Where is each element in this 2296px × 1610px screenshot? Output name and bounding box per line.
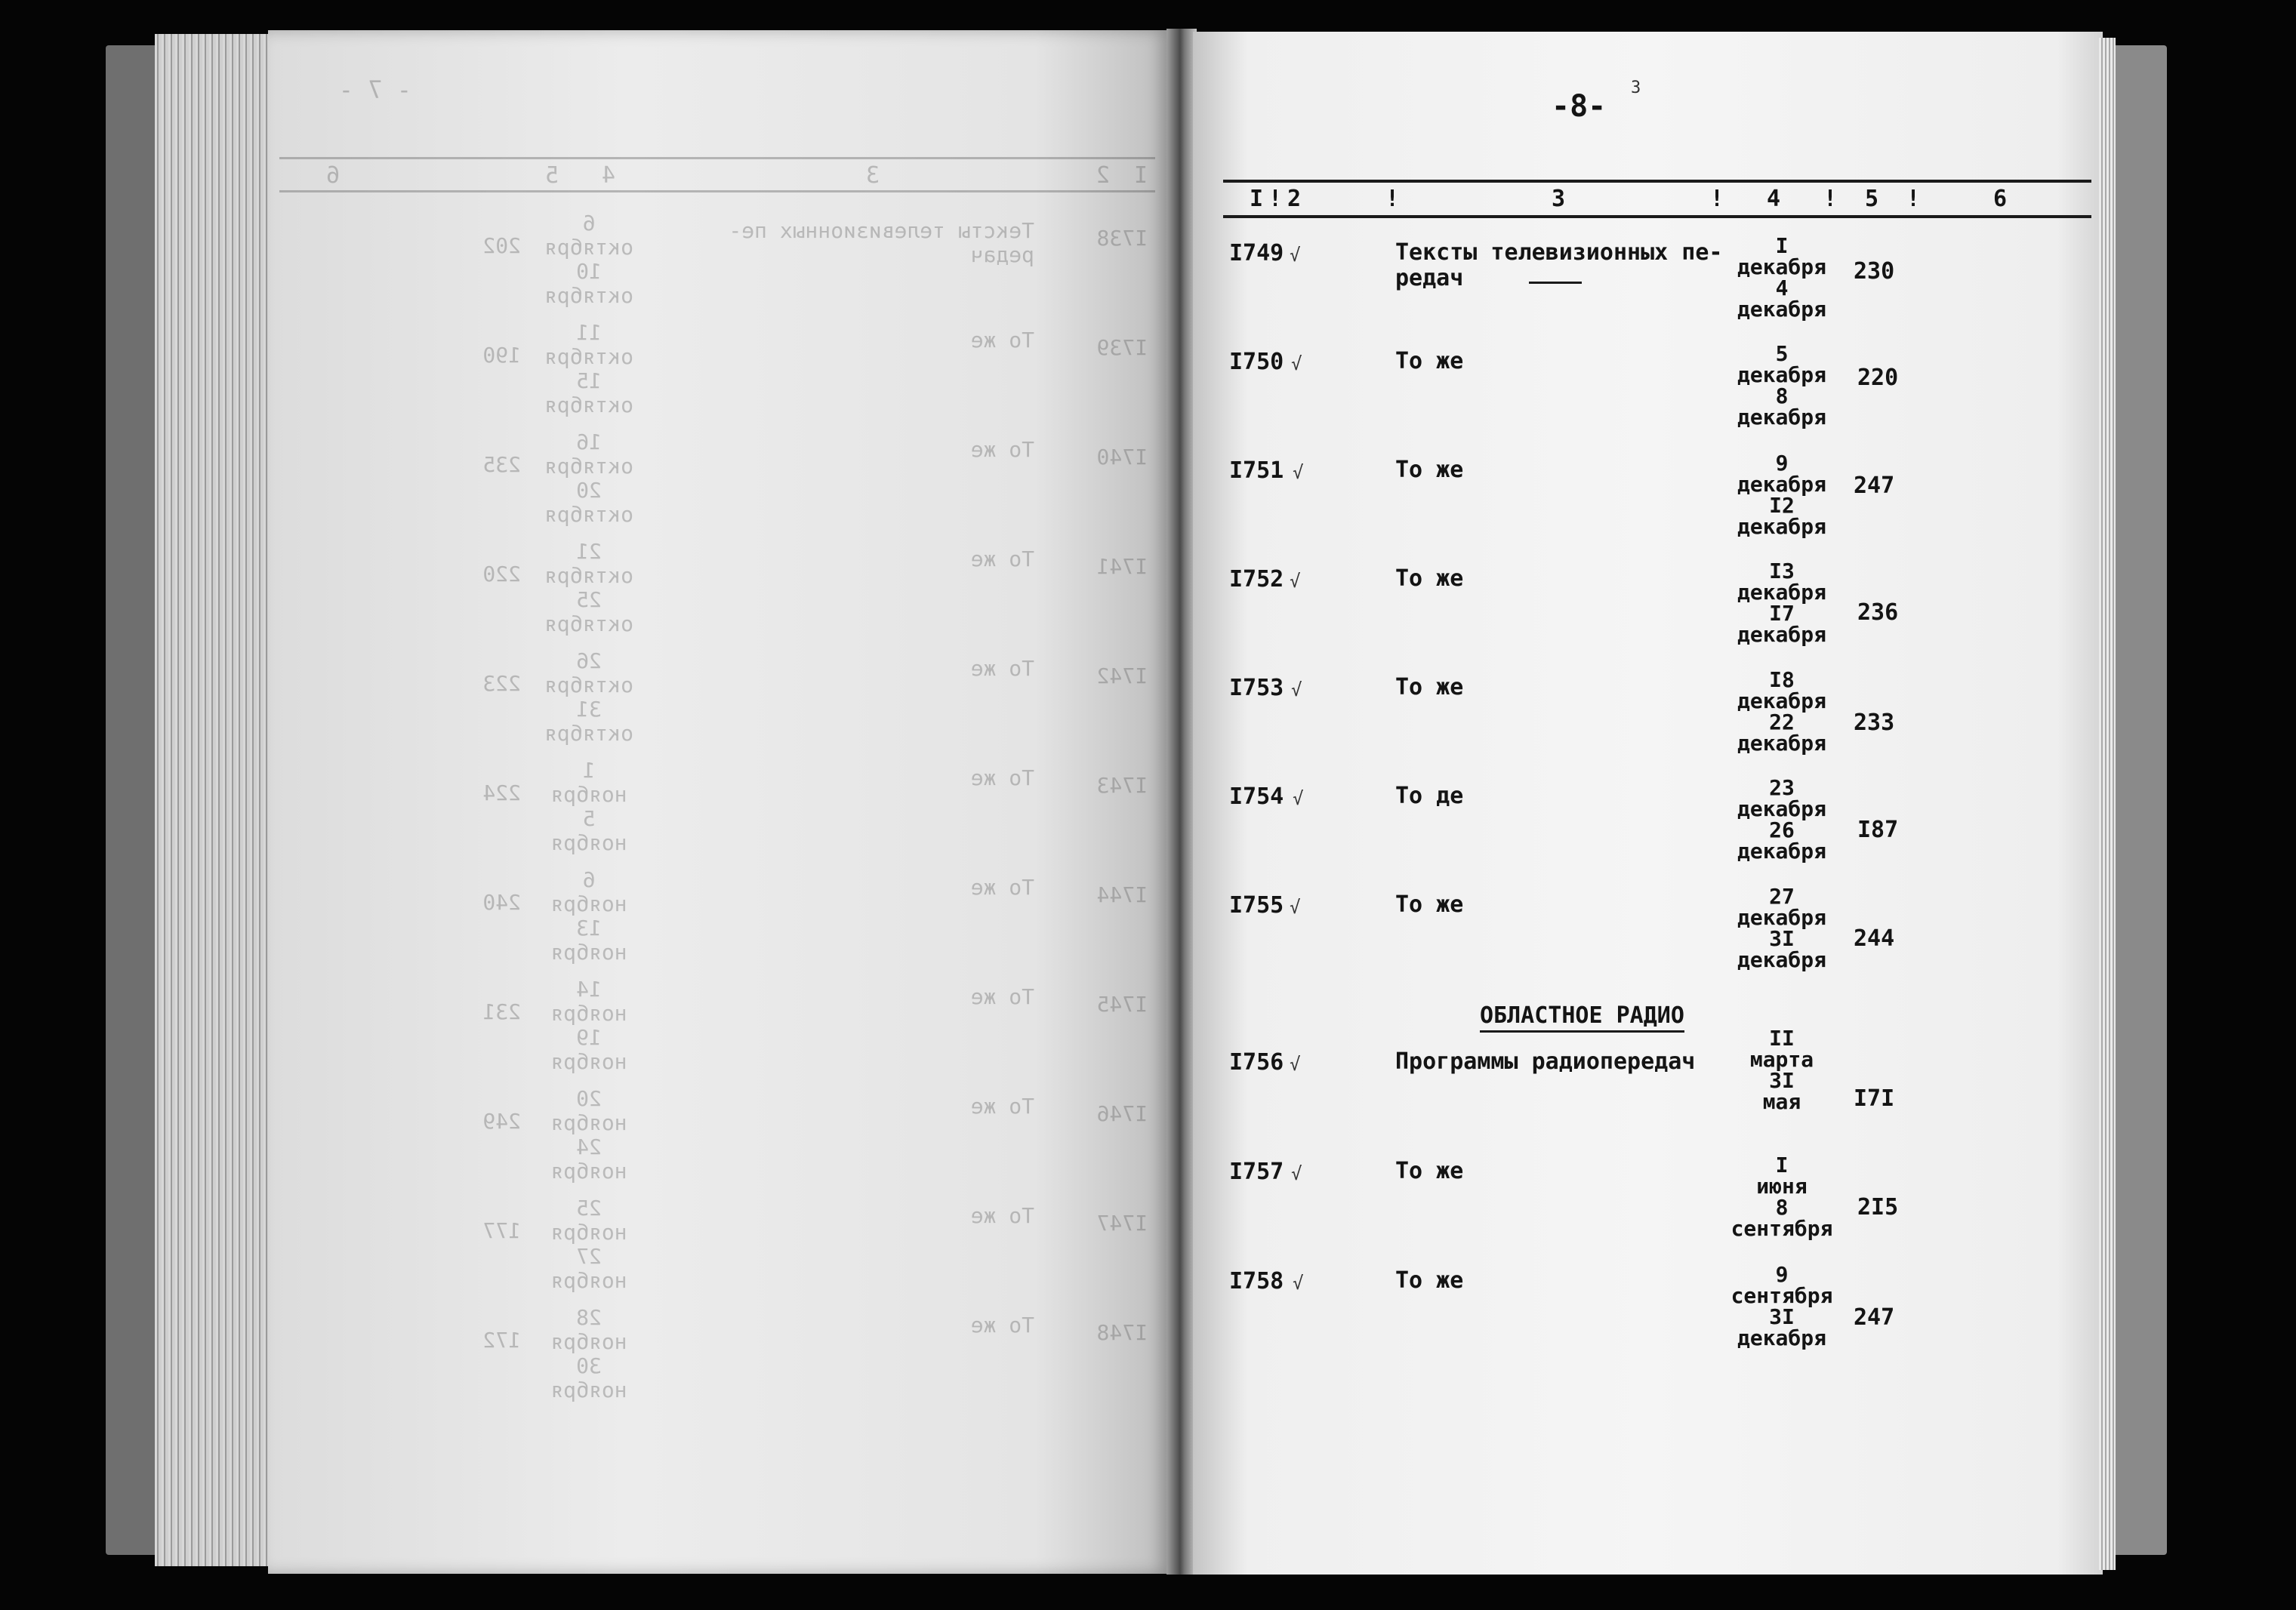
- row-title: [1395, 783, 1463, 809]
- row-title-line-1: То же: [1395, 348, 1464, 374]
- date-end-month: сентября: [1730, 1216, 1833, 1241]
- ghost-date-part: ноября: [550, 1001, 627, 1026]
- ghost-sheet-count: 240: [482, 890, 521, 915]
- sheet-count: 247: [1854, 1304, 1895, 1331]
- ghost-row-number: I748: [1096, 1320, 1148, 1345]
- date-end-day: I7: [1769, 601, 1795, 626]
- row-number: I757: [1229, 1159, 1284, 1185]
- date-start-month: декабря: [1737, 472, 1826, 497]
- left-col-header-6: 6: [325, 162, 340, 189]
- row-number: I758: [1229, 1268, 1284, 1294]
- date-end-month: декабря: [1737, 297, 1826, 322]
- date-range: [1729, 343, 1835, 428]
- sheet-count: 236: [1857, 599, 1899, 626]
- ghost-date-part: 24: [576, 1134, 602, 1159]
- sheet-count: I87: [1857, 817, 1899, 843]
- row-title-line-1: То же: [1395, 674, 1464, 700]
- date-start-day: 5: [1775, 341, 1789, 366]
- date-start-month: декабря: [1737, 580, 1826, 605]
- row-title-line-1: То же: [1395, 1267, 1464, 1294]
- ghost-row-number: I747: [1096, 1211, 1148, 1236]
- page-number: -8-: [1552, 89, 1607, 124]
- ghost-sheet-count: 172: [482, 1328, 521, 1353]
- date-end-month: мая: [1762, 1089, 1801, 1114]
- ghost-row-title: То же: [970, 1313, 1034, 1338]
- ghost-date-part: 20: [576, 1086, 602, 1111]
- row-title: [1395, 892, 1463, 918]
- ghost-date-part: октября: [544, 454, 634, 479]
- ghost-sheet-count: 177: [482, 1218, 521, 1243]
- ghost-sheet-count: 220: [482, 562, 521, 586]
- date-start-day: 9: [1775, 451, 1789, 476]
- ghost-date-part: 30: [576, 1353, 602, 1378]
- ghost-sheet-count: 190: [482, 343, 521, 368]
- date-start-day: I8: [1769, 667, 1795, 692]
- ghost-date-part: ноября: [550, 1268, 627, 1293]
- ghost-sheet-count: 223: [482, 671, 521, 696]
- ghost-row-title: То же: [970, 765, 1034, 790]
- row-title: [1395, 457, 1463, 483]
- sheet-count: 220: [1857, 365, 1899, 391]
- ghost-row-number: I743: [1096, 773, 1148, 798]
- ghost-date-part: ноября: [550, 782, 627, 807]
- date-start-month: декабря: [1737, 796, 1826, 821]
- ghost-date-part: октября: [544, 673, 634, 697]
- check-mark-icon: √: [1291, 679, 1302, 700]
- ghost-date-part: 28: [576, 1305, 602, 1330]
- header-rule-bottom: [1223, 215, 2091, 218]
- left-col-header-1: I: [1133, 162, 1148, 189]
- ghost-date-part: 1: [582, 758, 596, 783]
- ghost-date-part: октября: [544, 392, 634, 417]
- date-range: [1729, 453, 1835, 537]
- date-end-day: 3I: [1769, 926, 1795, 951]
- page-pencil-mark: 3: [1631, 78, 1641, 97]
- date-range: [1729, 561, 1835, 645]
- ghost-date-part: 6: [582, 867, 596, 892]
- date-start-day: I3: [1769, 559, 1795, 583]
- check-mark-icon: √: [1290, 571, 1301, 592]
- ghost-date-part: 6: [582, 211, 596, 235]
- ghost-date-part: ноября: [550, 1378, 627, 1402]
- col-header-2: 2: [1287, 186, 1302, 212]
- date-range: [1729, 235, 1835, 320]
- check-mark-icon: √: [1293, 462, 1304, 483]
- ghost-row-title: То же: [970, 1203, 1034, 1228]
- row-number: I755: [1229, 892, 1284, 919]
- date-start-month: декабря: [1737, 254, 1826, 279]
- ghost-date-part: ноября: [550, 830, 627, 855]
- row-title-line-1: То де: [1395, 783, 1464, 809]
- ghost-date-part: октября: [544, 563, 634, 588]
- ghost-date-part: 25: [576, 1196, 602, 1221]
- col-header-3: 3: [1552, 186, 1566, 212]
- sheet-count: 230: [1854, 258, 1895, 285]
- ghost-sheet-count: 235: [482, 452, 521, 477]
- date-start-month: июня: [1756, 1174, 1808, 1199]
- check-mark-icon: √: [1291, 1163, 1302, 1184]
- date-end-day: I2: [1769, 493, 1795, 518]
- header-rule-top: [1223, 180, 2091, 183]
- date-range: [1729, 1264, 1835, 1349]
- check-mark-icon: √: [1290, 245, 1301, 266]
- date-range: [1729, 1155, 1835, 1239]
- ghost-row-title: То же: [970, 546, 1034, 571]
- check-mark-icon: √: [1291, 353, 1302, 374]
- sheet-count: 244: [1854, 925, 1895, 952]
- col-header-4: 4: [1767, 186, 1781, 212]
- row-title: [1395, 1268, 1463, 1294]
- ghost-date-part: ноября: [550, 940, 627, 965]
- row-title-line-1: Программы радиопередач: [1395, 1048, 1696, 1075]
- ghost-sheet-count: 231: [482, 999, 521, 1024]
- ghost-row-title-2: редач: [970, 242, 1034, 267]
- row-number: I750: [1229, 349, 1284, 375]
- ghost-date-part: 16: [576, 429, 602, 454]
- row-title: [1395, 566, 1463, 592]
- ghost-date-part: 20: [576, 478, 602, 503]
- date-end-day: 4: [1775, 276, 1789, 300]
- ghost-date-part: 25: [576, 587, 602, 612]
- ghost-date-part: 13: [576, 916, 602, 940]
- date-end-month: декабря: [1737, 839, 1826, 863]
- row-title-line-1: Тексты телевизионных пе-: [1395, 239, 1723, 266]
- sheet-count: I7I: [1854, 1085, 1895, 1112]
- ghost-row-number: I746: [1096, 1101, 1148, 1126]
- ghost-date-part: октября: [544, 235, 634, 260]
- ghost-date-part: ноября: [550, 891, 627, 916]
- date-end-day: 26: [1769, 817, 1795, 842]
- ghost-row-title: То же: [970, 875, 1034, 900]
- ghost-date-part: октября: [544, 611, 634, 636]
- row-number: I751: [1229, 457, 1284, 484]
- date-end-month: декабря: [1737, 405, 1826, 429]
- row-title: [1395, 675, 1463, 700]
- date-range: [1729, 1028, 1835, 1113]
- ghost-row-number: I744: [1096, 882, 1148, 907]
- row-title: [1395, 1159, 1463, 1184]
- title-underline: [1529, 282, 1582, 284]
- date-end-day: 3I: [1769, 1304, 1795, 1329]
- date-range: [1729, 777, 1835, 862]
- check-mark-icon: √: [1290, 897, 1301, 918]
- ghost-date-part: 14: [576, 977, 602, 1002]
- right-page-content: -8- 3 I ! 2 ! 3 ! 4 ! 5 ! 6 I749 √ Тексты телевизионных пе- редач I декабря 4 декабря 230 I750 √ То же 5 декабря 8 декабря 220 I751 √ То же 9 декабря I2 декабря 247 I752 √ То же I3 декабря I7 декабря 236 I753 √ То же I8 декабря 22 декабря 233 I754 √ То де 23 декабря 26 декабря I87 I755 √ То же 27 декабря 3I декабря 244 ОБЛАСТНОЕ РАДИО I756 √ Программы радиопередач II марта 3I мая I7I I757 √ То же I июня 8 сентября 2I5 I758 √ То же 9 сентября 3I декабря 247: [0, 0, 2296, 1610]
- row-title: [1395, 1049, 1695, 1075]
- left-col-header-2: 2: [1096, 162, 1110, 189]
- ghost-row-title: То же: [970, 656, 1034, 681]
- date-start-day: I: [1775, 233, 1789, 258]
- date-end-month: декабря: [1737, 947, 1826, 972]
- date-end-month: декабря: [1737, 731, 1826, 756]
- ghost-date-part: 21: [576, 539, 602, 564]
- ghost-row-number: I740: [1096, 445, 1148, 469]
- ghost-row-number: I741: [1096, 554, 1148, 579]
- row-number: I756: [1229, 1049, 1284, 1076]
- row-title-line-1: То же: [1395, 1158, 1464, 1184]
- ghost-date-part: 27: [576, 1244, 602, 1269]
- ghost-row-number: I745: [1096, 992, 1148, 1017]
- row-number: I754: [1229, 783, 1284, 810]
- left-col-header-5: 5: [544, 162, 559, 189]
- date-end-day: 22: [1769, 710, 1795, 734]
- date-start-month: сентября: [1730, 1283, 1833, 1308]
- date-end-month: декабря: [1737, 1325, 1826, 1350]
- ghost-sheet-count: 224: [482, 780, 521, 805]
- date-range: [1729, 667, 1835, 756]
- ghost-date-part: октября: [544, 721, 634, 746]
- date-end-day: 8: [1775, 1195, 1789, 1220]
- left-col-header-4: 4: [601, 162, 615, 189]
- ghost-date-part: ноября: [550, 1049, 627, 1074]
- ghost-row-title: То же: [970, 1094, 1034, 1119]
- ghost-date-part: октября: [544, 502, 634, 527]
- row-number: I752: [1229, 566, 1284, 593]
- row-title-line-2: редач: [1395, 265, 1464, 291]
- date-end-month: декабря: [1737, 514, 1826, 539]
- row-title-line-1: То же: [1395, 565, 1464, 592]
- ghost-sheet-count: 249: [482, 1109, 521, 1134]
- ghost-date-part: ноября: [550, 1329, 627, 1354]
- left-col-header-3: 3: [865, 162, 880, 189]
- ghost-date-part: 5: [582, 806, 596, 831]
- sheet-count: 2I5: [1857, 1194, 1899, 1221]
- date-start-day: I: [1775, 1153, 1789, 1177]
- left-page-number: - 7 -: [338, 75, 411, 104]
- ghost-date-part: 19: [576, 1025, 602, 1050]
- ghost-date-part: ноября: [550, 1159, 627, 1184]
- date-start-day: 27: [1769, 884, 1795, 909]
- ghost-row-title: Тексты телевизионных пе-: [729, 218, 1034, 243]
- sheet-count: 247: [1854, 473, 1895, 499]
- row-number: I753: [1229, 675, 1284, 701]
- ghost-date-part: 31: [576, 697, 602, 722]
- ghost-date-part: 11: [576, 320, 602, 345]
- ghost-date-part: октября: [544, 283, 634, 308]
- row-title-line-1: То же: [1395, 891, 1464, 918]
- ghost-row-number: I739: [1096, 335, 1148, 360]
- sheet-count: 233: [1854, 710, 1895, 736]
- ghost-date-part: ноября: [550, 1220, 627, 1245]
- row-title: [1395, 349, 1463, 374]
- date-start-month: декабря: [1737, 905, 1826, 930]
- ghost-sheet-count: 202: [482, 233, 521, 258]
- row-number: I749: [1229, 240, 1284, 266]
- date-start-month: марта: [1749, 1047, 1814, 1072]
- date-end-day: 8: [1775, 383, 1789, 408]
- date-end-day: 3I: [1769, 1068, 1795, 1093]
- check-mark-icon: √: [1293, 1273, 1304, 1294]
- ghost-date-part: ноября: [550, 1110, 627, 1135]
- date-end-month: декабря: [1737, 622, 1826, 647]
- date-start-day: II: [1769, 1026, 1795, 1051]
- date-start-month: декабря: [1737, 362, 1826, 387]
- ghost-date-part: 26: [576, 648, 602, 673]
- ghost-date-part: 10: [576, 259, 602, 284]
- ghost-row-title: То же: [970, 984, 1034, 1009]
- col-header-5: 5: [1865, 186, 1879, 212]
- date-start-day: 9: [1775, 1262, 1789, 1287]
- date-range: [1729, 886, 1835, 971]
- ghost-row-title: То же: [970, 437, 1034, 462]
- col-header-6: 6: [1993, 186, 2008, 212]
- date-start-month: декабря: [1737, 688, 1826, 713]
- ghost-row-number: I742: [1096, 663, 1148, 688]
- section-title: ОБЛАСТНОЕ РАДИО: [1480, 1002, 1684, 1033]
- check-mark-icon: √: [1290, 1054, 1301, 1075]
- check-mark-icon: √: [1293, 788, 1304, 809]
- date-start-day: 23: [1769, 775, 1795, 800]
- ghost-date-part: октября: [544, 344, 634, 369]
- col-header-1: I: [1250, 186, 1264, 212]
- ghost-row-number: I738: [1096, 226, 1148, 251]
- ghost-row-title: То же: [970, 328, 1034, 352]
- ghost-date-part: 15: [576, 368, 602, 393]
- row-title-line-1: То же: [1395, 457, 1464, 483]
